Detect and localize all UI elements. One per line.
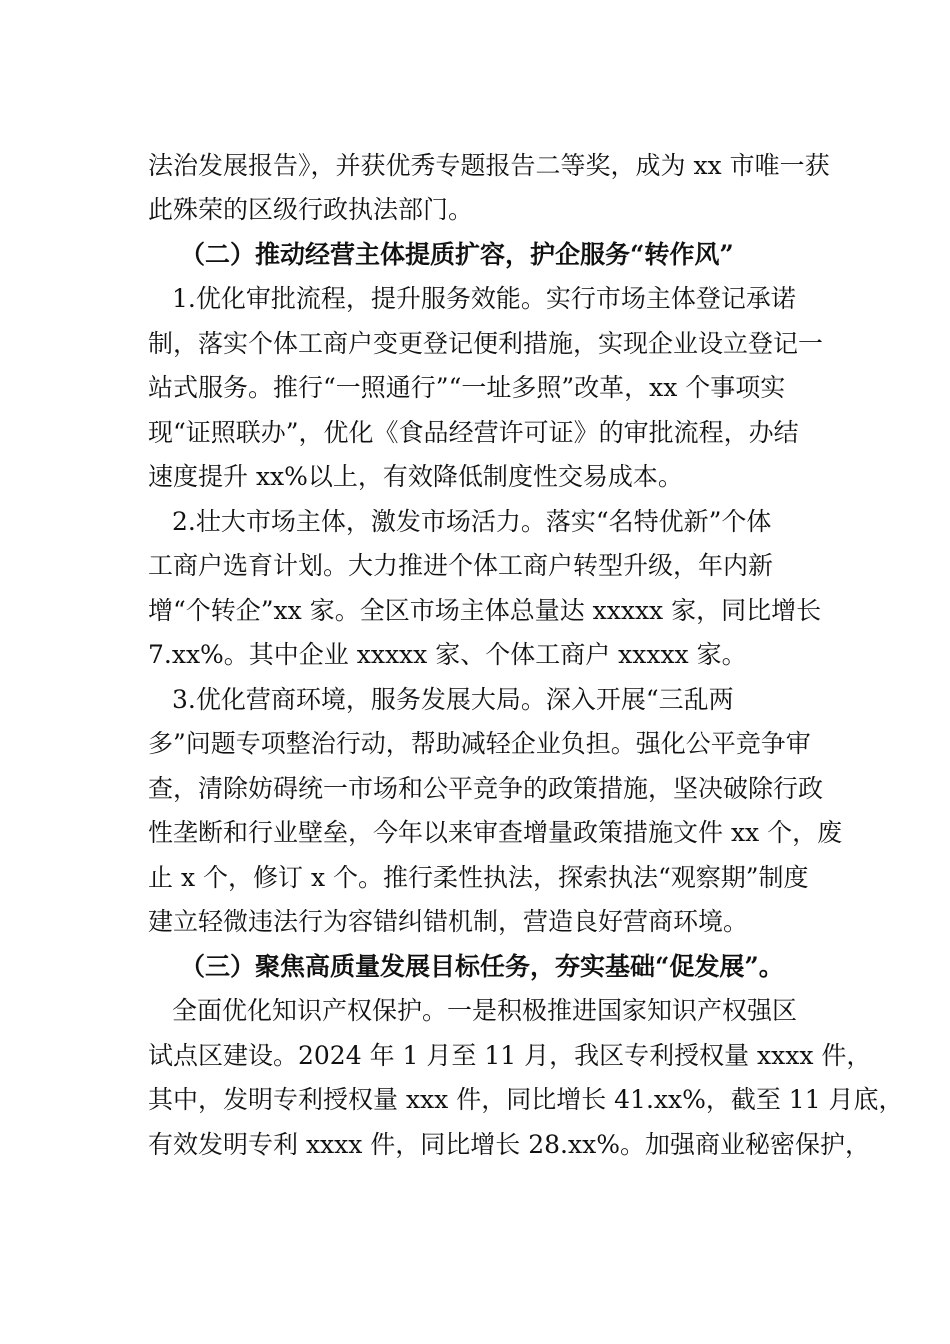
text-line: 此殊荣的区级行政执法部门。 [148, 195, 474, 224]
text-line: 3.优化营商环境，服务发展大局。深入开展“三乱两 [172, 685, 734, 714]
text-line: 7.xx%。其中企业 xxxxx 家、个体工商户 xxxxx 家。 [148, 640, 747, 669]
text-line: 制，落实个体工商户变更登记便利措施，实现企业设立登记一 [148, 329, 824, 358]
text-line: 法治发展报告》，并获优秀专题报告二等奖，成为 xx 市唯一获 [148, 151, 830, 180]
text-line: 止 x 个，修订 x 个。推行柔性执法，探索执法“观察期”制度 [148, 863, 809, 892]
text-line: 1.优化审批流程，提升服务效能。实行市场主体登记承诺 [172, 284, 796, 313]
text-line: 多”问题专项整治行动，帮助减轻企业负担。强化公平竞争审 [148, 729, 811, 758]
section-heading: （三）聚焦高质量发展目标任务，夯实基础“促发展”。 [180, 952, 784, 981]
text-line: 现“证照联办”，优化《食品经营许可证》的审批流程，办结 [148, 418, 799, 447]
text-line: 工商户选育计划。大力推进个体工商户转型升级，年内新 [148, 551, 774, 580]
text-line: 速度提升 xx%以上，有效降低制度性交易成本。 [148, 462, 683, 491]
text-line: 建立轻微违法行为容错纠错机制，营造良好营商环境。 [148, 907, 749, 936]
text-line: 增“个转企”xx 家。全区市场主体总量达 xxxxx 家，同比增长 [148, 596, 822, 625]
text-line: 全面优化知识产权保护。一是积极推进国家知识产权强区 [172, 996, 798, 1025]
text-line: 查，清除妨碍统一市场和公平竞争的政策措施，坚决破除行政 [148, 774, 824, 803]
text-line: 性垄断和行业壁垒，今年以来审查增量政策措施文件 xx 个，废 [148, 818, 843, 847]
text-line: 其中，发明专利授权量 xxx 件，同比增长 41.xx%，截至 11 月底， [148, 1085, 904, 1114]
text-line: 2.壮大市场主体，激发市场活力。落实“名特优新”个体 [172, 507, 772, 536]
text-line: 有效发明专利 xxxx 件，同比增长 28.xx%。加强商业秘密保护， [148, 1130, 870, 1159]
text-line: 站式服务。推行“一照通行”“一址多照”改革，xx 个事项实 [148, 373, 786, 402]
text-line: 试点区建设。2024 年 1 月至 11 月，我区专利授权量 xxxx 件， [148, 1041, 872, 1070]
section-heading: （二）推动经营主体提质扩容，护企服务“转作风” [180, 240, 734, 269]
